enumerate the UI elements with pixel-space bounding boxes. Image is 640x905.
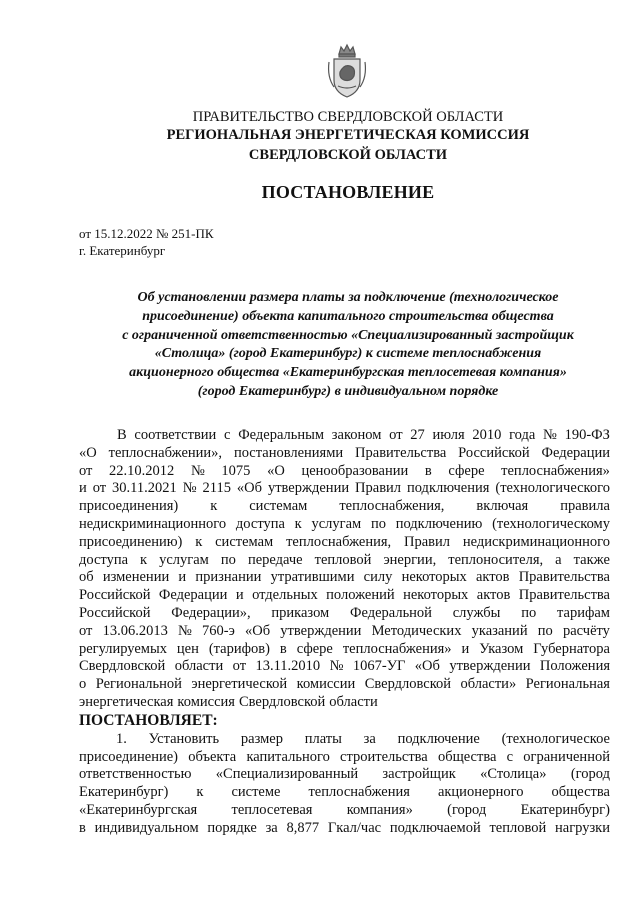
subject-line: «Столица» (город Екатеринбург) к системе теплоснабжения [154, 346, 542, 362]
government-name: ПРАВИТЕЛЬСТВО СВЕРДЛОВСКОЙ ОБЛАСТИ [192, 109, 504, 125]
date-number: от 15.12.2022 № 251-ПК [79, 226, 214, 241]
document-title: ПОСТАНОВЛЕНИЕ [261, 182, 435, 202]
subject-line: присоединение) объекта капитального строительства общества [142, 308, 554, 324]
text-line: «Екатеринбургская теплосетевая компания» (город Екатеринбург) [79, 801, 610, 818]
commission-region: СВЕРДЛОВСКОЙ ОБЛАСТИ [248, 147, 448, 163]
text-line: энергетическая комиссия Свердловской области [79, 693, 378, 710]
city: г. Екатеринбург [79, 243, 166, 258]
text-line: присоединение) объекта капитального строительства общества с ограниченной [79, 748, 610, 765]
text-line: Екатеринбург) к системе теплоснабжения акционерного общества [79, 784, 610, 801]
text-line: Российской Федерации и отдельных положений некоторых актов Правительства [79, 587, 610, 604]
text-line: от 13.06.2013 № 760-э «Об утверждении Методических указаний по расчёту [79, 622, 610, 639]
text-line: В соответствии с Федеральным законом от 27 июля 2010 года № 190-ФЗ [117, 427, 610, 443]
text-line: Российской Федерации», приказом Федеральной службы по тарифам [79, 604, 610, 621]
text-line: от 22.10.2012 № 1075 «О ценообразовании в сфере теплоснабжения» [79, 462, 610, 479]
text-line: Свердловской области от 13.11.2010 № 1067-УГ «Об утверждении Положения [79, 658, 610, 675]
subject-line: (город Екатеринбург) в индивидуальном порядке [197, 383, 499, 399]
preamble-paragraph [79, 427, 610, 712]
text-line: и от 30.11.2021 № 2115 «Об утверждении Правил подключения (технологического [79, 480, 610, 497]
text-line: недискриминационного доступа к услугам по подключению (технологическому [79, 515, 610, 532]
text-line: присоединению) к системам теплоснабжения, Правил недискриминационного [79, 533, 610, 550]
subject-line: Об установлении размера платы за подключение (технологическое [137, 290, 559, 305]
resolve-word: ПОСТАНОВЛЯЕТ: [79, 711, 218, 729]
subject-line: акционерного общества «Екатеринбургская теплосетевая компания» [129, 365, 567, 381]
subject-line: с ограниченной ответственностью «Специализированный застройщик [122, 327, 574, 343]
text-line: регулируемых цен (тарифов) в сфере теплоснабжения» и Указом Губернатора [79, 640, 610, 657]
text-line: присоединения) к системам теплоснабжения, включая правила [79, 498, 610, 515]
text-line: «О теплоснабжении», постановлениями Правительства Российской Федерации [79, 444, 610, 461]
text-line: в индивидуальном порядке за 8,877 Гкал/час подключаемой тепловой нагрузки [79, 819, 610, 836]
commission-name: РЕГИОНАЛЬНАЯ ЭНЕРГЕТИЧЕСКАЯ КОМИССИЯ [166, 127, 530, 143]
document-body [79, 427, 610, 838]
text-line: об изменении и признании утратившими силу некоторых актов Правительства [79, 569, 610, 586]
text-line: 1. Установить размер платы за подключение (технологическое [116, 730, 610, 747]
subject-heading [88, 289, 608, 402]
text-line: о Региональной энергетической комиссии Свердловской области» Региональная [79, 676, 610, 693]
text-line: доступа к услугам по передаче тепловой энергии, теплоносителя, а также [79, 551, 610, 568]
coat-of-arms-icon [326, 42, 368, 102]
item-1-paragraph [79, 731, 610, 838]
text-line: ответственностью «Специализированный застройщик «Столица» (город [79, 766, 610, 783]
